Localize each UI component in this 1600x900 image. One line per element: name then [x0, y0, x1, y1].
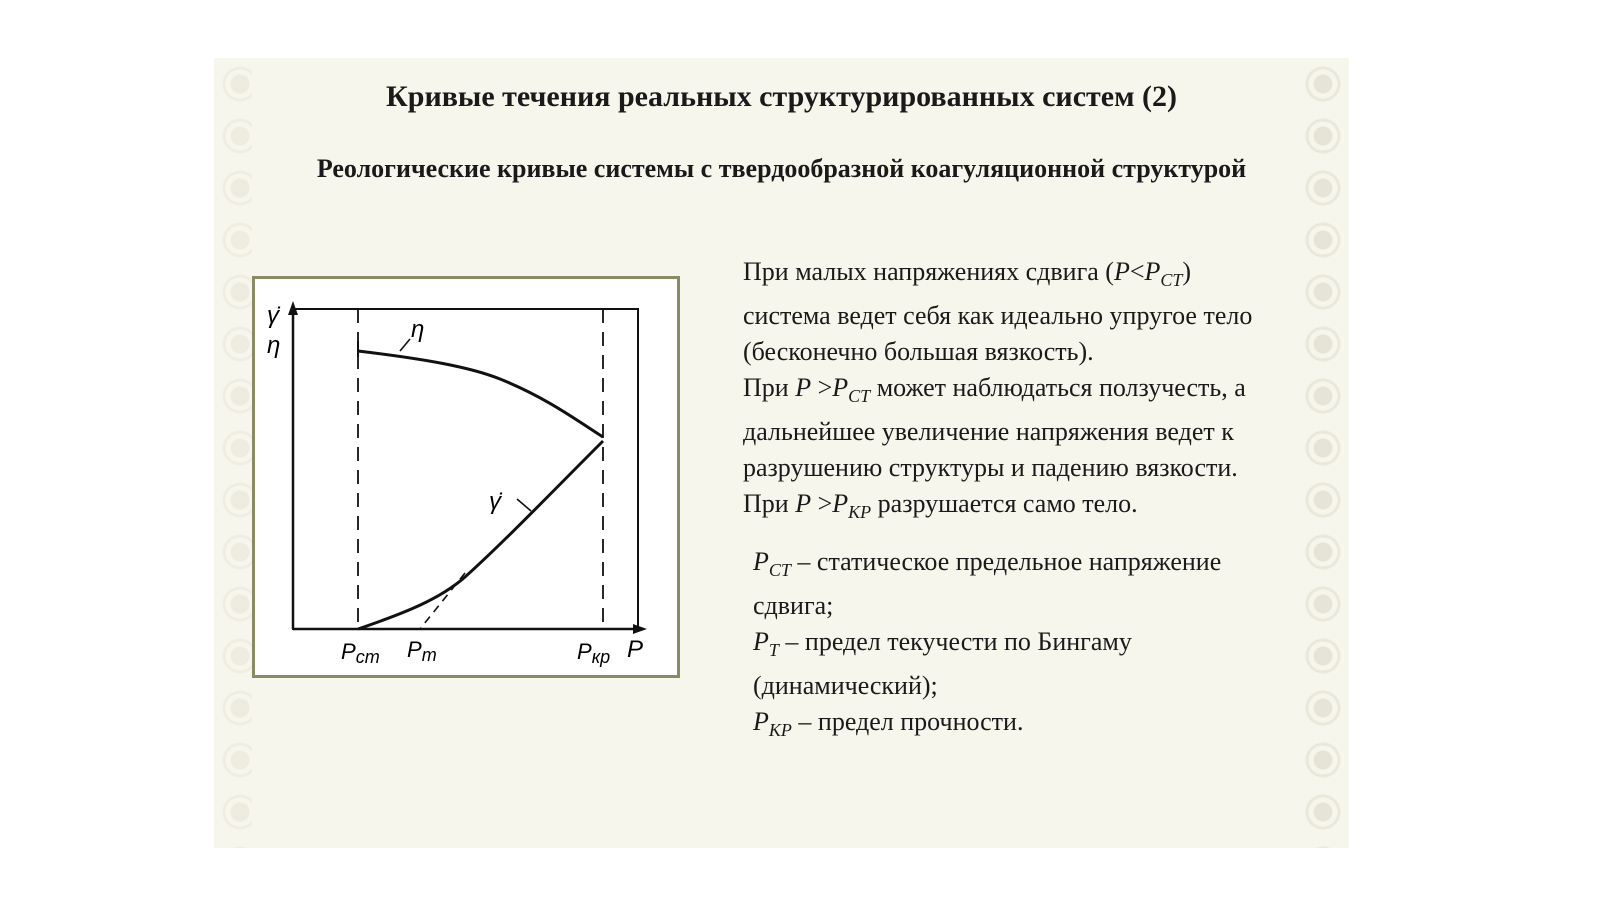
pkr-label: Pкр	[577, 639, 611, 667]
desc-line-6: разрушению структуры и падению вязкости.	[743, 453, 1238, 482]
desc-line-5: дальнейшее увеличение напряжения ведет к	[743, 417, 1234, 446]
slide	[214, 58, 1349, 848]
viscosity-curve	[358, 351, 603, 437]
pst-label: Pст	[341, 639, 380, 667]
x-axis-arrow	[633, 624, 647, 634]
rheology-diagram	[255, 279, 677, 675]
eta-curve-label: η	[411, 316, 425, 343]
description-text	[743, 254, 1343, 530]
definition-pst-cont: сдвига;	[753, 591, 834, 620]
gamma-leader	[517, 499, 531, 511]
desc-line-4: При $P >P_{CT}$ может наблюдаться ползучесть, а	[743, 373, 1246, 406]
slide-title: Кривые течения реальных структурированных систем (2)	[386, 80, 1177, 113]
eta-leader	[400, 339, 410, 351]
desc-line-7: При $P >P_{KP}$ разрушается само тело.	[743, 489, 1138, 522]
y-axis-label-gamma: γ̇	[267, 302, 279, 329]
shear-rate-curve	[358, 441, 603, 629]
definitions-list	[753, 544, 1313, 748]
rheology-figure	[252, 276, 680, 678]
plot-box	[293, 309, 638, 629]
desc-line-3: (бесконечно большая вязкость).	[743, 337, 1094, 366]
pt-label: Pт	[407, 637, 437, 665]
desc-line-1: При малых напряжениях сдвига $(P<P_{CT})$	[743, 257, 1192, 290]
desc-line-2: система ведет себя как идеально упругое тело	[743, 301, 1253, 330]
y-axis-label-eta: η	[267, 332, 281, 359]
definition-pt: $P_T$ – предел текучести по Бингаму	[753, 627, 1132, 660]
gamma-curve-label: γ̇	[489, 488, 501, 515]
slide-subtitle: Реологические кривые системы с твердообразной коагуляционной структурой	[316, 154, 1247, 183]
x-axis-label: P	[627, 636, 644, 663]
definition-pkr: $P_{KP}$ – предел прочности.	[753, 707, 1024, 740]
definition-pt-cont: (динамический);	[753, 671, 938, 700]
definition-pst: $P_{CT}$ – статическое предельное напряжение	[753, 547, 1222, 580]
